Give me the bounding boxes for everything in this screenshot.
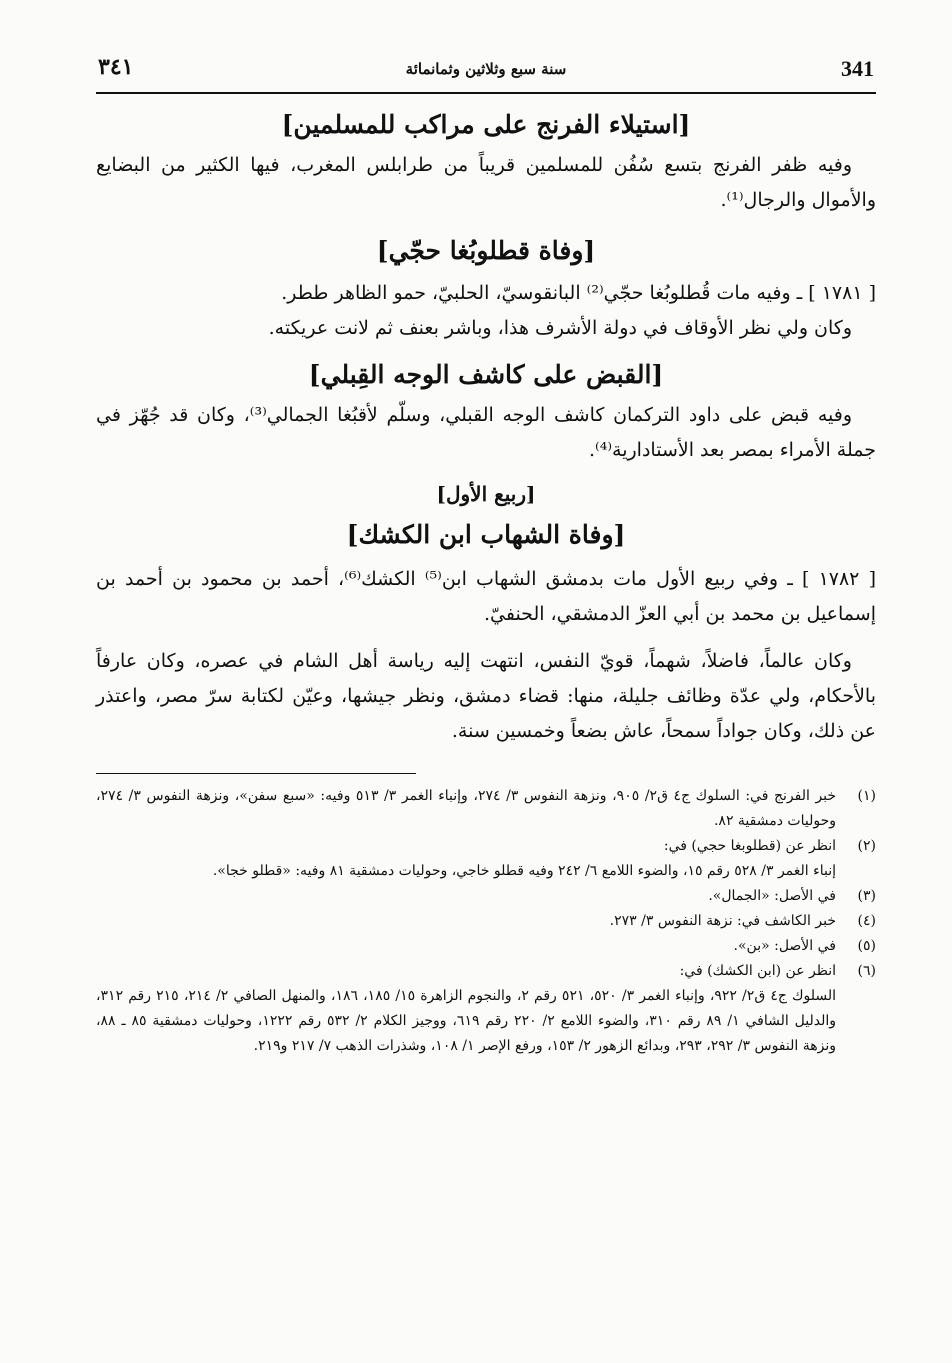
footnote-number [836, 859, 876, 884]
footnote [96, 984, 876, 1059]
footnote [96, 959, 876, 984]
footnote-number [836, 984, 876, 1059]
paragraph: [ ١٧٨١ ] ـ وفيه مات قُطلوبُغا حجّي⁽²⁾ البانقوسيّ، الحلبيّ، حمو الظاهر ططر. [281, 282, 876, 304]
section-heading: [وفاة الشهاب ابن الكشك] [346, 520, 626, 549]
footnote-text: خبر الفرنج في: السلوك ج٤ ق٢/ ٩٠٥، ونزهة النفوس ٣/ ٢٧٤، وإنباء الغمر ٣/ ٥١٣ وفيه: «سبع سفن»، ونزهة النفوس ٣/ ٢٧٤، وحوليات دمشقية ٨٢. [96, 788, 837, 829]
section-heading: [استيلاء الفرنج على مراكب للمسلمين] [281, 110, 691, 139]
section-heading: [ربيع الأول] [436, 482, 536, 506]
page-number-arabic: ٣٤١ [98, 54, 134, 80]
page-number-latin: 341 [841, 56, 874, 81]
page-header [96, 50, 876, 94]
footnote-number: (٤) [857, 913, 876, 929]
footnote-number: (١) [857, 788, 876, 804]
running-title: سنة سبع وثلاثين وثمانمائة [405, 60, 567, 78]
main-text [96, 110, 876, 749]
footnote-text: إنباء الغمر ٣/ ٥٢٨ رقم ١٥، والضوء اللامع ٦/ ٢٤٢ وفيه قطلو خاجي، وحوليات دمشقية ٨١ وفيه: «قطلو خجا». [212, 863, 836, 879]
footnote-number: (٦) [857, 963, 876, 979]
footnote-text: انظر عن (قطلوبغا حجي) في: [663, 838, 836, 854]
footnote [96, 934, 876, 959]
footnote-text: في الأصل: «بن». [733, 938, 836, 954]
paragraph: وكان عالماً، فاضلاً، شهماً، قويّ النفس، انتهت إليه رياسة أهل الشام في عصره، وكان عارفاً بالأحكام، ولي عدّة وظائف جليلة، منها: قضاء دمشق، ونظر جيشها، وعيّن لكتابة سرّ مصر، واعتذر عن ذلك، وكان جواداً سمحاً، عاش بضعاً وخمسين سنة. [96, 650, 876, 742]
footnote-number: (٥) [857, 938, 876, 954]
footnote [96, 884, 876, 909]
footnote-text: انظر عن (ابن الكشك) في: [679, 963, 836, 979]
footnote-text: في الأصل: «الجمال». [708, 888, 836, 904]
footnote-text: خبر الكاشف في: نزهة النفوس ٣/ ٢٧٣. [609, 913, 836, 929]
section-heading: [وفاة قطلوبُغا حجّي] [376, 236, 596, 265]
paragraph: [ ١٧٨٢ ] ـ وفي ربيع الأول مات بدمشق الشهاب ابن⁽⁵⁾ الكشك⁽⁶⁾، أحمد بن محمود بن أحمد بن إسماعيل بن محمد بن أبي العزّ الدمشقي، الحنفيّ. [96, 568, 876, 625]
paragraph: وفيه قبض على داود التركمان كاشف الوجه القبلي، وسلّم لأقبُغا الجمالي⁽³⁾، وكان قد جُهّز في جملة الأمراء بمصر بعد الأستادارية⁽⁴⁾. [96, 404, 876, 461]
paragraph: وفيه ظفر الفرنج بتسع سُفُن للمسلمين قريباً من طرابلس المغرب، فيها الكثير من البضايع والأموال والرجال⁽¹⁾. [96, 154, 876, 211]
footnote [96, 909, 876, 934]
book-page [96, 50, 876, 1059]
section-heading: [القبض على كاشف الوجه القِبلي] [308, 360, 664, 389]
footnote [96, 834, 876, 859]
footnote-text: السلوك ج٤ ق٢/ ٩٢٢، وإنباء الغمر ٣/ ٥٢٠، ٥٢١ رقم ٢، والنجوم الزاهرة ١٥/ ١٨٥، ١٨٦، والمنهل الصافي ٢/ ٢١٤، ٢١٥ رقم ٣١٢، والدليل الشافي ١/ ٨٩ رقم ٣١٠، والضوء اللامع ٢/ ٢٢٠ رقم ٦١٩، ووجيز الكلام ٢/ ٥٣٢ رقم ١٢٢٢، وحوليات دمشقية ٨٥ ـ ٨٨، ونزهة النفوس ٣/ ٢٩٢، ٢٩٣، وبدائع الزهور ٢/ ١٥٣، ورفع الإصر ١/ ١٠٨، وشذرات الذهب ٧/ ٢١٧ و٢١٩. [96, 988, 837, 1054]
paragraph: وكان ولي نظر الأوقاف في دولة الأشرف هذا، وباشر بعنف ثم لانت عريكته. [268, 317, 852, 339]
footnotes [96, 784, 876, 1059]
footnote-separator [96, 773, 416, 774]
footnote [96, 784, 876, 834]
footnote-number: (٢) [857, 838, 876, 854]
footnote [96, 859, 876, 884]
footnote-number: (٣) [857, 888, 876, 904]
